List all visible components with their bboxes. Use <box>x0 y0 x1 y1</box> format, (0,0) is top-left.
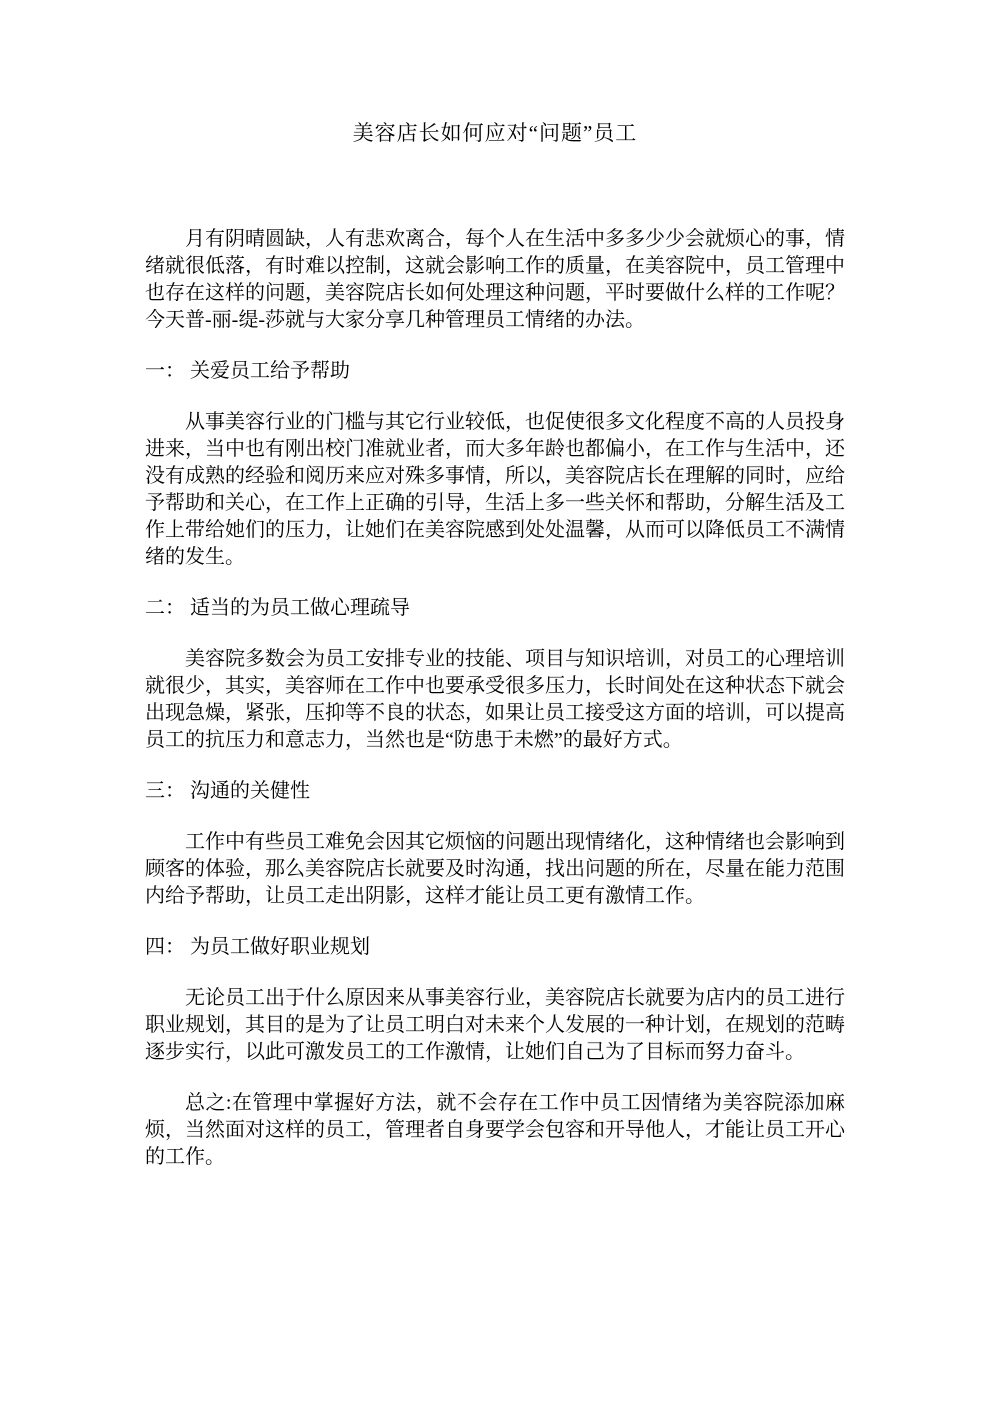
paragraph-section-3: 工作中有些员工难免会因其它烦恼的问题出现情绪化，这种情绪也会影响到顾客的体验，那么美容院店长就要及时沟通，找出问题的所在，尽量在能力范围内给予帮助，让员工走出阴影，这样才能让员工更有激情工作。 <box>145 831 845 907</box>
paragraph-section-2: 美容院多数会为员工安排专业的技能、项目与知识培训，对员工的心理培训就很少，其实，美容师在工作中也要承受很多压力，长时间处在这种状态下就会出现急燥，紧张，压抑等不良的状态，如果让员工接受这方面的培训，可以提高员工的抗压力和意志力，当然也是“防患于未燃”的最好方式。 <box>145 648 845 751</box>
section-heading-2: 二： 适当的为员工做心理疏导 <box>145 597 410 619</box>
paragraph-conclusion: 总之:在管理中掌握好方法，就不会存在工作中员工因情绪为美容院添加麻烦，当然面对这样的员工，管理者自身要学会包容和开导他人，才能让员工开心的工作。 <box>145 1092 845 1168</box>
section-heading-1: 一： 关爱员工给予帮助 <box>145 360 350 382</box>
paragraph-section-4: 无论员工出于什么原因来从事美容行业，美容院店长就要为店内的员工进行职业规划，其目的是为了让员工明白对未来个人发展的一种计划，在规划的范畴逐步实行，以此可激发员工的工作激情，让她们自己为了目标而努力奋斗。 <box>145 987 845 1063</box>
paragraph-intro: 月有阴晴圆缺，人有悲欢离合，每个人在生活中多多少少会就烦心的事，情绪就很低落，有时难以控制，这就会影响工作的质量，在美容院中，员工管理中也存在这样的问题，美容院店长如何处理这种问题，平时要做什么样的工作呢？今天普-丽-缇-莎就与大家分享几种管理员工情绪的办法。 <box>145 228 845 331</box>
section-heading-4: 四： 为员工做好职业规划 <box>145 936 370 958</box>
section-heading-3: 三： 沟通的关健性 <box>145 780 310 802</box>
page-title: 美容店长如何应对“问题”员工 <box>352 121 638 145</box>
paragraph-section-1: 从事美容行业的门槛与其它行业较低，也促使很多文化程度不高的人员投身进来，当中也有刚出校门准就业者，而大多年龄也都偏小，在工作与生活中，还没有成熟的经验和阅历来应对殊多事情，所以，美容院店长在理解的同时，应给予帮助和关心，在工作上正确的引导，生活上多一些关怀和帮助，分解生活及工作上带给她们的压力，让她们在美容院感到处处温馨，从而可以降低员工不满情绪的发生。 <box>145 411 845 568</box>
